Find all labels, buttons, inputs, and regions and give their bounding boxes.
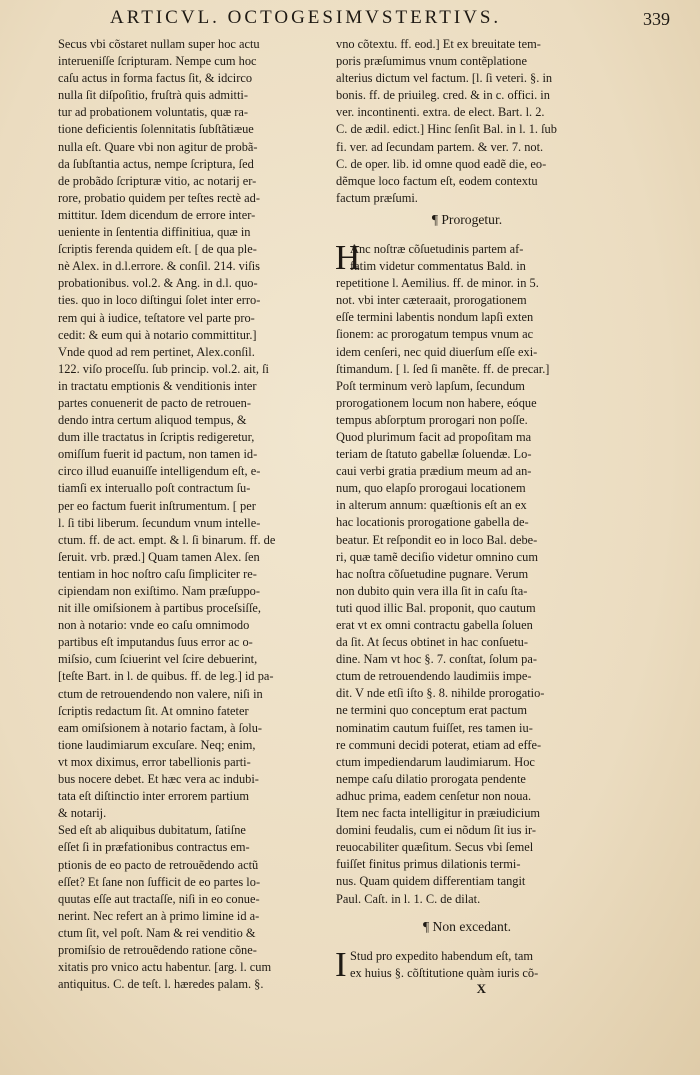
text-line: ex huius §. cõſtitutione quàm iuris cõ-: [350, 965, 539, 980]
text-line: dẽmque loco factum eſt, eodem contextu: [336, 173, 538, 188]
text-line: re communi decidi poterat, etiam ad effe-: [336, 737, 542, 752]
text-line: rore, probatio quidem per teſtes rectè ad-: [58, 190, 260, 205]
text-line: ne termini quo conceptum erat pactum: [336, 703, 527, 718]
text-line: caſu actus in forma factus ſit, & idcirco: [58, 71, 253, 86]
text-line: eſſet ſi in præfationibus contractus em-: [58, 840, 250, 855]
text-line: non dubito quin vera illa ſit in caſu ſta-: [336, 583, 528, 598]
text-line: partes conuenerit de pacto de retrouen-: [58, 395, 251, 410]
text-line: dendo intra certum aliquod tempus, &: [58, 413, 247, 428]
text-line: tata eſt diſtinctio inter errorem partium: [58, 789, 249, 804]
text-line: alterius dictum vel factum. [l. ſi veteri. §. in: [336, 71, 553, 86]
drop-cap-lines: [335, 237, 598, 277]
text-line: erat vt ex omni contractu gabella ſoluen: [336, 618, 533, 632]
text-line: C. de ædil. edict.] Hinc ſenſit Bal. in l. 1. ſub: [336, 122, 557, 137]
text-line: Anc noſtræ cõſuetudinis partem af-: [350, 241, 524, 256]
text-line: xitatis pro vnico actu habentur. [arg. l. cum: [58, 960, 272, 975]
text-line: in alterum annum: quæſtionis eſt an ex: [336, 498, 527, 513]
drop-cap-letter: I: [335, 944, 347, 984]
paragraph-non-excedant: [335, 944, 598, 984]
text-line: eſſe termini labentis nondum lapſi exten: [336, 310, 534, 325]
text-line: ctum de retrouendendo non valere, niſi in: [58, 686, 263, 701]
text-line: Secus vbi cõstaret nullam super hoc actu: [58, 37, 260, 51]
text-line: Item nec facta intelligitur in præiudicium: [336, 806, 541, 821]
text-line: nè Alex. in d.l.errore. & conſil. 214. viſis: [58, 259, 261, 274]
text-line: ſionem: ac prorogatum tempus vnum ac: [336, 327, 534, 342]
text-line: prorogationem locum non habere, eóque: [336, 395, 537, 410]
text-line: quutas eſſe aut tractaſſe, niſi in eo conue-: [58, 891, 260, 906]
right-column: [336, 36, 598, 996]
text-line: ctum impediendarum laudimiarum. Hoc: [336, 754, 535, 769]
text-line: tiamſi ex interuallo poſt contractum ſu-: [58, 481, 251, 496]
signature-mark: X: [476, 980, 486, 996]
text-line: omiſſum fuerit id pactum, non tamen id-: [58, 447, 258, 462]
text-line: circo illud euanuiſſe intelligendum eſt, e-: [58, 464, 261, 479]
text-line: Stud pro expedito habendum eſt, tam: [350, 948, 534, 963]
text-line: reuocabiliter quæſitum. Secus vbi ſemel: [336, 840, 534, 855]
page-header: [110, 6, 670, 32]
text-line: domini feudalis, cum ei nõdum ſit ius ir-: [336, 823, 537, 838]
text-line: fatim videtur commentatus Bald. in: [350, 259, 526, 274]
text-line: ueniente in ſententia diffinitiua, quæ in: [58, 225, 251, 240]
text-line: ctum de retrouendendo laudimiis impe-: [336, 669, 532, 684]
text-line: nulla ſit diſpoſitio, fruſtrà quis admitti-: [58, 88, 248, 103]
running-head: ARTICVL. OCTOGESIMVSTERTIVS.: [110, 7, 502, 28]
text-line: rem qui à iudice, teſtatore vel parte pro-: [58, 310, 255, 325]
text-line: non à notario: vnde eo caſu omnimodo: [58, 618, 250, 633]
text-line: da ſit. At ſecus obtinet in hac conſuetu-: [336, 635, 529, 650]
text-line: beatur. Et reſpondit eo in loco Bal. debe-: [336, 532, 538, 547]
text-line: tione deficientis ſolennitatis ſubſtãtiæue: [58, 122, 254, 137]
text-line: nempe caſu dilatio prorogata pendente: [336, 771, 526, 786]
text-line: idem cenſeri, nec quid diuerſum eſſe exi-: [336, 344, 538, 359]
text-line: 122. viſo proceſſu. ſub princip. vol.2. ait, ſi: [58, 361, 269, 376]
text-line: de probãdo ſcripturæ vitio, ac notarij er-: [58, 173, 257, 188]
text-line: tur ad probationem voluntatis, quæ ra-: [58, 105, 248, 120]
text-line: cedit: & eum qui à notario committitur.]: [58, 327, 257, 342]
text-line: antiquitus. C. de teſt. l. hæredes palam. §.: [58, 977, 264, 992]
text-line: cipiendam non exiſtimo. Nam præſuppo-: [58, 584, 261, 598]
text-line: fi. ver. ad ſecundam partem. & ver. 7. not.: [336, 139, 544, 154]
text-line: dum ille tractatus in ſcriptis redigeretur,: [58, 430, 255, 445]
text-line: dit. V nde etſi iſto §. 8. nihilde prorogatio-: [336, 686, 545, 701]
text-line: ſcriptis redactum ſit. At omnino fateter: [58, 703, 249, 718]
text-line: da ſubſtantia actus, nempe ſcriptura, ſed: [58, 156, 254, 171]
text-line: tentiam in hoc noſtro caſu ſimpliciter re-: [58, 566, 257, 581]
text-line: bus nocere debet. Et hæc vera ac indubi-: [58, 772, 259, 787]
text-line: hac locationis prorogatione gabella de-: [336, 515, 529, 530]
text-line: adhuc prima, eadem cenſetur non noua.: [336, 788, 532, 803]
text-line: eſſet? Et ſane non ſufficit de eo partes lo-: [58, 874, 261, 889]
text-line: [teſte Bart. in l. de quibus. ff. de leg.] id pa-: [58, 669, 274, 684]
text-line: nulla eſt. Quare vbi non agitur de probã-: [58, 139, 258, 154]
drop-cap-lines: [335, 944, 598, 984]
text-line: Sed eſt ab aliquibus dubitatum, ſatiſne: [58, 823, 246, 838]
text-line: tione laudimiarum excuſare. Neq; enim,: [58, 737, 256, 752]
text-line: Paul. Caſt. in l. 1. C. de dilat.: [336, 891, 481, 906]
text-line: ſtimandum. [ l. ſed ſi manẽte. ff. de precar.]: [336, 361, 550, 376]
text-line: ties. quo in loco diſtingui ſolet inter erro-: [58, 293, 261, 308]
right-column-opening-paragraph: [336, 36, 598, 207]
paragraph-body: [336, 275, 598, 907]
text-line: ptionis de eo pacto de retrouẽdendo actũ: [58, 857, 259, 872]
text-line: C. de oper. lib. id omne quod eadẽ die, eo-: [336, 156, 547, 171]
text-line: Poſt terminum verò lapſum, ſecundum: [336, 378, 525, 393]
text-line: poris præſumimus vnum contẽplatione: [336, 54, 528, 69]
text-line: in tractatu emptionis & venditionis inter: [58, 378, 257, 393]
text-line: repetitione l. Aemilius. ff. de minor. in 5.: [336, 276, 539, 291]
text-line: miſsio, cum ſciuerint vel ſcire debuerint,: [58, 652, 258, 667]
text-line: nominatim cautum fuiſſet, res tamen iu-: [336, 720, 533, 735]
text-line: promiſsio de retrouẽdendo ratione cõne-: [58, 942, 257, 957]
section-heading-prorogetur: ¶ Prorogetur.: [431, 211, 503, 227]
text-line: partibus eſt imputandus ſuus error ac o-: [58, 635, 253, 650]
folio-number: 339: [643, 9, 670, 29]
text-line: teriam de ſtatuto gabellæ ſoluendæ. Lo-: [336, 447, 532, 462]
text-line: Quod plurimum facit ad propoſitam ma: [336, 429, 532, 444]
text-line: ver. incontinenti. extra. de elect. Bart. l. 2.: [336, 105, 545, 120]
text-line: ctum ſit, vel poſt. Nam & rei venditio &: [58, 925, 256, 940]
text-line: ſcriptis ferenda quidem eſt. [ de qua ple-: [58, 242, 257, 257]
text-line: factum præſumi.: [336, 190, 418, 205]
text-line: num, quo elapſo prorogaui locationem: [336, 481, 526, 496]
text-line: Vnde quod ad rem pertinet, Alex.conſil.: [58, 344, 255, 359]
text-line: caui verbi gratia prædium meum ad an-: [336, 464, 532, 479]
text-line: per eo factum fuerit inſtrumentum. [ per: [58, 498, 256, 513]
text-line: bonis. ff. de priuileg. cred. & in c. offici. in: [336, 88, 550, 103]
text-line: l. ſi tibi liberum. ſecundum vnum intelle-: [58, 515, 261, 530]
text-line: & notarij.: [58, 806, 107, 821]
text-line: vt mox diximus, error tabellionis parti-: [58, 754, 251, 769]
paragraph-prorogetur: [335, 237, 598, 908]
text-line: probationibus. vol.2. & Ang. in d.l. quo-: [58, 276, 258, 291]
text-line: fuiſſet finitus primus dilationis termi-: [336, 857, 521, 872]
drop-cap-letter: H: [335, 237, 361, 277]
text-line: mittitur. Idem dicendum de errore inter-: [58, 207, 256, 222]
text-line: nit ille omiſsionem à partibus proceſsiſſe,: [58, 601, 262, 616]
left-column: [58, 36, 320, 993]
text-line: ſeruit. vrb. præd.] Quam tamen Alex. ſen: [58, 549, 260, 564]
text-line: tuti quod illic Bal. proponit, quo cautum: [336, 600, 536, 615]
text-line: ri, quæ tamẽ deciſio videtur omnino cum: [336, 549, 538, 564]
text-line: nus. Quam quidem differentiam tangit: [336, 874, 526, 889]
text-line: tempus abſorptum prorogari non poſſe.: [336, 412, 528, 427]
text-line: eam omiſsionem à notario factam, à ſolu-: [58, 720, 263, 735]
section-heading-non-excedant: ¶ Non excedant.: [422, 918, 512, 934]
text-line: interueniſſe ſcripturam. Nempe cum hoc: [58, 54, 257, 69]
text-line: ctum. ff. de act. empt. & l. ſi binarum. ff. de: [58, 532, 276, 547]
text-line: nerint. Nec refert an à primo limine id a-: [58, 908, 260, 923]
text-line: vno cõtextu. ff. eod.] Et ex breuitate tem-: [336, 37, 541, 51]
text-line: not. vbi inter cæteraait, prorogationem: [336, 293, 527, 308]
text-line: hac noſtra cõſuetudine pugnare. Verum: [336, 566, 529, 581]
text-line: dine. Nam vt hoc §. 7. conſtat, ſolum pa-: [336, 652, 537, 667]
